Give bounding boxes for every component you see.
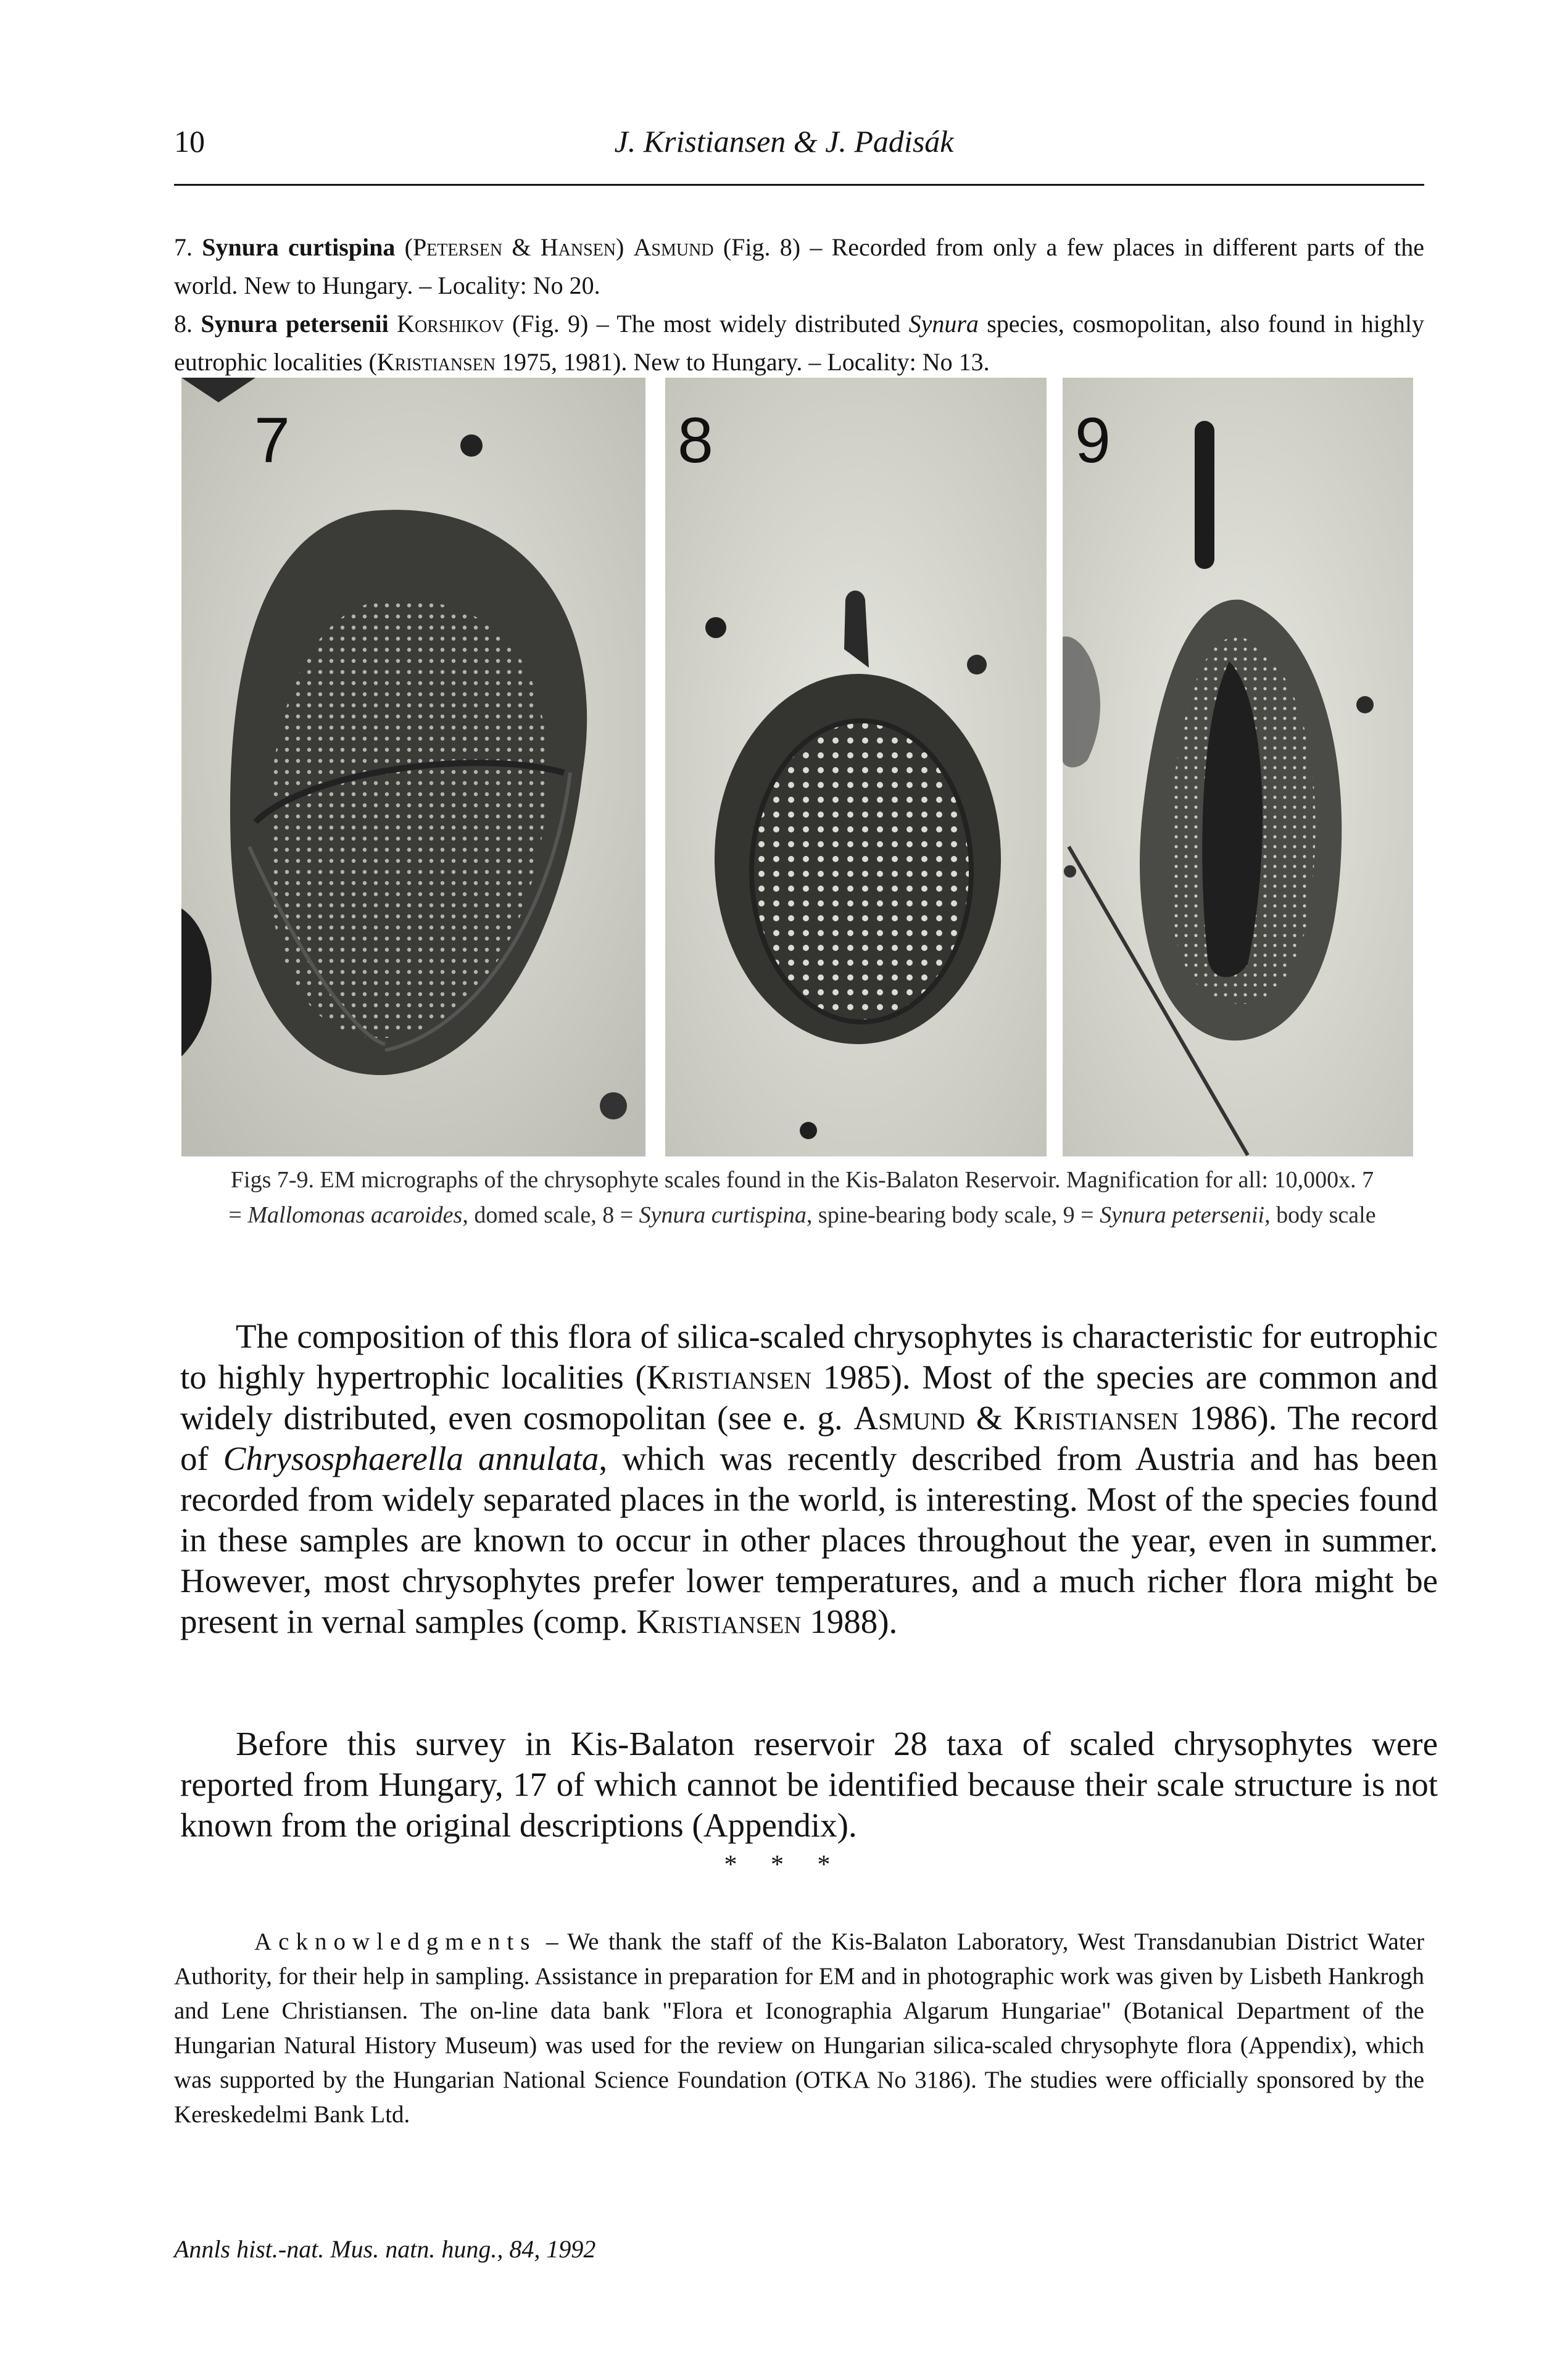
paragraph-text: & <box>964 1399 1014 1437</box>
body-paragraph-1 <box>180 1316 1438 1642</box>
journal-footer: Annls hist.-nat. Mus. natn. hung., 84, 1992 <box>174 2235 596 2263</box>
running-title: J. Kristiansen & J. Padisák <box>614 124 954 159</box>
author-name: Asmund <box>633 233 714 261</box>
micrograph-plate-9 <box>1063 378 1413 1156</box>
citation-author: Kristiansen <box>1013 1399 1179 1437</box>
caption-text: , spine-bearing body scale, 9 = <box>806 1202 1100 1228</box>
entry-text: (Fig. 9) – The most widely distributed <box>504 310 909 338</box>
species-entry-8 <box>174 305 1424 381</box>
figure-label-8: 8 <box>678 405 713 476</box>
paragraph-text: 1988). <box>801 1603 898 1640</box>
citation-author: Kristiansen <box>646 1358 811 1396</box>
caption-text: , body scale <box>1264 1202 1376 1228</box>
header-rule <box>174 184 1424 186</box>
entry-text: (Fig. 8) – Recorded from only a few places in different parts of the world. New to Hungary. – Locality: No 20. <box>174 233 1424 299</box>
citation-author: Kristiansen <box>376 348 496 376</box>
page-number: 10 <box>174 124 205 159</box>
acknowledgments-text: – We thank the staff of the Kis-Balaton Laboratory, West Transdanubian District Water Authority, for their help in sampling. Assistance in preparation for EM and in photographic work was given by Lisbeth Hankrogh and Lene Christiansen. The on-line data bank "Flora et Iconographia Algarum Hungariae" (Botanical Department of the Hungarian Natural History Museum) was used for the review on Hungarian silica-scaled chrysophyte flora (Appendix), which was supported by the Hungarian National Science Foundation (OTKA No 3186). The studies were officially sponsored by the Kereskedelmi Bank Ltd. <box>174 1928 1424 2128</box>
caption-text: , domed scale, 8 = <box>462 1202 639 1228</box>
author-name: Petersen <box>412 233 503 261</box>
caption-taxon: Mallomonas acaroides <box>247 1202 463 1228</box>
caption-text: Figs 7-9. EM micrographs of the chrysophyte scales found in the Kis-Balaton Reservoir. Magnification for all: 10,000x. 7 = <box>228 1167 1374 1228</box>
entry-text: ( <box>395 233 413 261</box>
paragraph-text: 1985). Most of the species are common and widely distributed, even cosmopolitan (see e. g. <box>180 1358 1438 1437</box>
figure-caption <box>222 1163 1382 1233</box>
figure-label-9: 9 <box>1075 405 1111 476</box>
figure-label-7: 7 <box>254 405 290 476</box>
entry-number: 7. <box>174 233 193 261</box>
acknowledgments-heading: Acknowledgments <box>254 1928 537 1955</box>
species-name: Synura curtispina <box>202 233 396 261</box>
body-paragraph-2: Before this survey in Kis-Balaton reservoir 28 taxa of scaled chrysophytes were reported from Hungary, 17 of which cannot be identified because their scale structure is not known from the original descriptions (Appendix). <box>180 1725 1438 1844</box>
taxon-name: Chrysosphaerella annulata <box>223 1440 599 1477</box>
micrograph-8-image <box>665 378 1047 1156</box>
section-divider-asterisks: * * * <box>724 1851 844 1879</box>
paragraph-text: 1986). The record of <box>180 1399 1438 1477</box>
acknowledgments <box>174 1925 1424 2132</box>
author-name: Hansen <box>540 233 616 261</box>
citation-author: Asmund <box>853 1399 965 1437</box>
genus-name: Synura <box>908 310 979 338</box>
paragraph-text: The composition of this flora of silica-scaled chrysophytes is characteristic for eutrophic to highly hypertrophic localities ( <box>180 1318 1438 1396</box>
entry-text: 1975, 1981). New to Hungary. – Locality: No 13. <box>496 348 990 376</box>
micrograph-7-image <box>181 378 645 1156</box>
citation-author: Kristiansen <box>636 1603 802 1640</box>
species-name: Synura petersenii <box>201 310 389 338</box>
micrograph-plate-8 <box>665 378 1047 1156</box>
entry-text: ) <box>615 233 634 261</box>
entry-text <box>389 310 397 338</box>
caption-taxon: Synura curtispina <box>639 1202 807 1228</box>
author-name: Korshikov <box>397 310 504 338</box>
entry-text: species, cosmopolitan, also found in highly eutrophic localities ( <box>174 310 1425 376</box>
micrograph-9-image <box>1063 378 1413 1156</box>
paragraph-text: , which was recently described from Austria and has been recorded from widely separated places in the world, is interesting. Most of the species found in these samples are known to occur in other places throughout the year, even in summer. However, most chrysophytes prefer lower temperatures, and a much richer flora might be present in vernal samples (comp. <box>180 1440 1438 1640</box>
micrograph-plate-7 <box>181 378 645 1156</box>
entry-text: & <box>502 233 541 261</box>
species-entry-7 <box>174 228 1424 305</box>
entry-number: 8. <box>174 310 193 338</box>
caption-taxon: Synura petersenii <box>1100 1202 1265 1228</box>
